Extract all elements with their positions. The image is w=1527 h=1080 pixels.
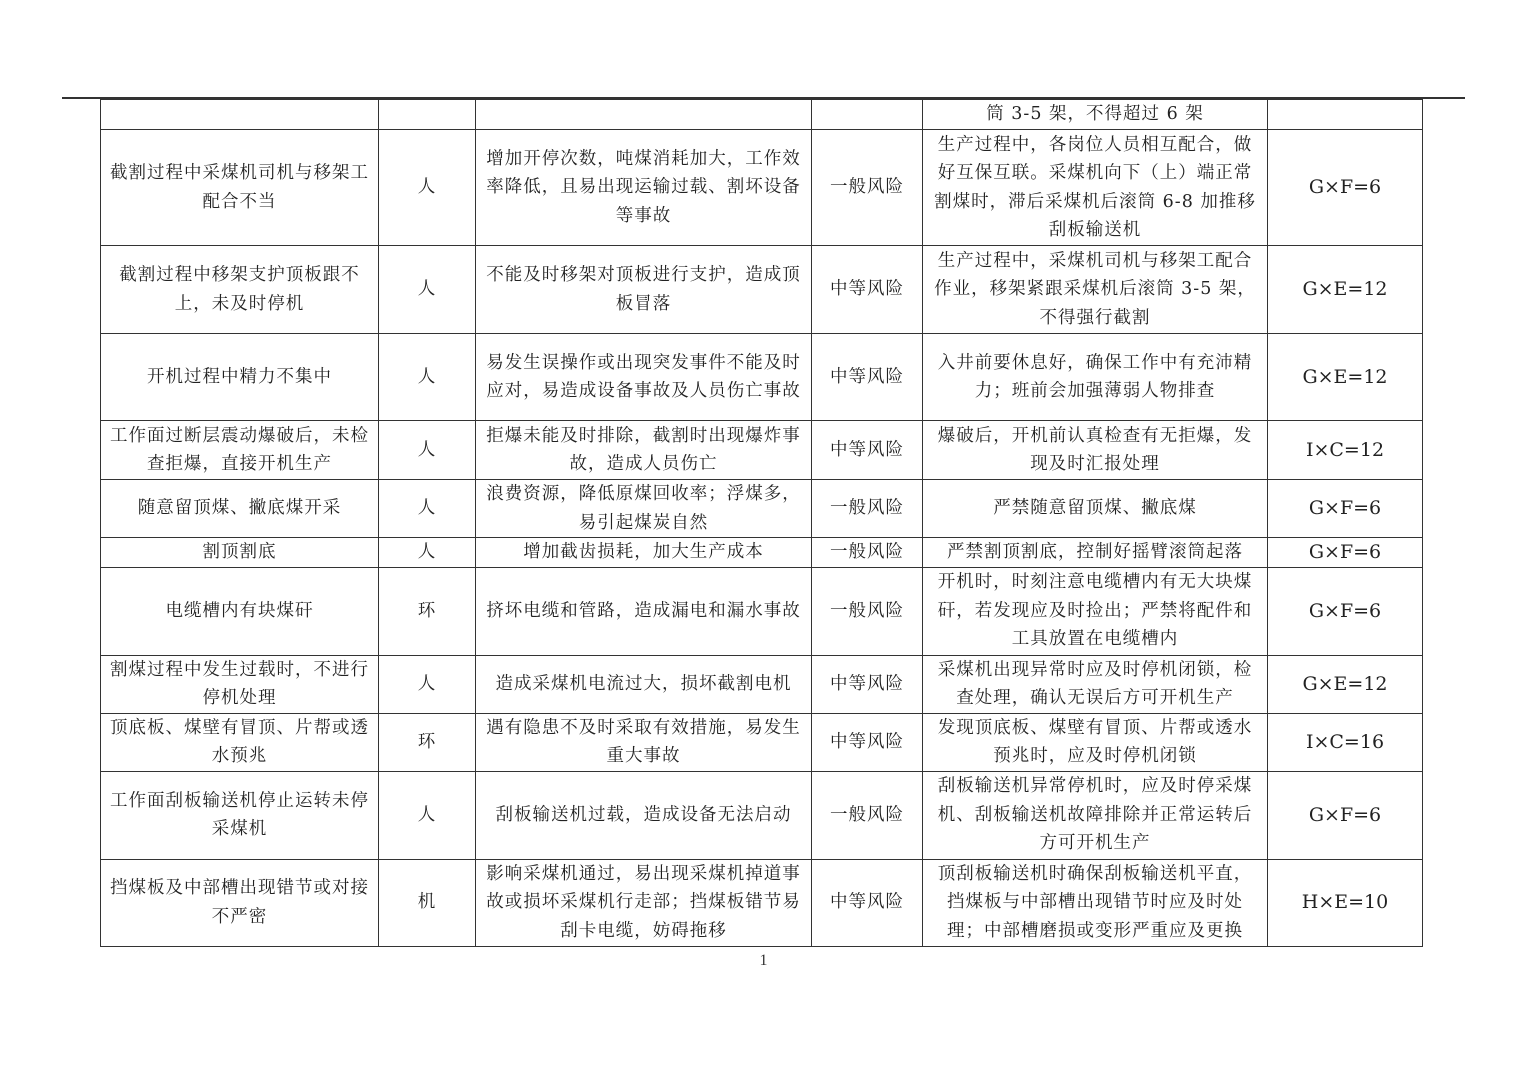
rating-cell: G×F=6 [1268,480,1423,538]
rating-cell: G×F=6 [1268,771,1423,859]
table-row [101,859,1423,946]
measure-cell: 入井前要休息好，确保工作中有充沛精力；班前会加强薄弱人物排查 [923,334,1268,421]
measure-cell: 采煤机出现异常时应及时停机闭锁，检查处理，确认无误后方可开机生产 [923,655,1268,713]
page-number: 1 [759,952,768,969]
type-cell [379,100,476,130]
hazard-cell: 割顶割底 [101,538,379,568]
measure-cell: 刮板输送机异常停机时，应及时停采煤机、刮板输送机故障排除并正常运转后方可开机生产 [923,771,1268,859]
hazard-cell: 截割过程中移架支护顶板跟不上，未及时停机 [101,246,379,334]
rating-cell: G×E=12 [1268,655,1423,713]
type-cell: 人 [379,538,476,568]
type-cell: 人 [379,334,476,421]
risk-level-cell: 一般风险 [812,771,923,859]
type-cell: 人 [379,246,476,334]
rating-cell [1268,100,1423,130]
hazard-cell: 顶底板、煤壁有冒顶、片帮或透水预兆 [101,713,379,771]
hazard-cell: 随意留顶煤、撇底煤开采 [101,480,379,538]
consequence-cell: 挤坏电缆和管路，造成漏电和漏水事故 [476,567,812,655]
rating-cell: G×F=6 [1268,130,1423,246]
consequence-cell: 增加开停次数，吨煤消耗加大，工作效率降低，且易出现运输过载、割坏设备等事故 [476,130,812,246]
risk-level-cell: 一般风险 [812,480,923,538]
risk-level-cell: 中等风险 [812,246,923,334]
risk-table-body [101,100,1423,947]
table-row [101,655,1423,713]
table-row [101,421,1423,480]
risk-level-cell: 一般风险 [812,130,923,246]
consequence-cell: 遇有隐患不及时采取有效措施，易发生重大事故 [476,713,812,771]
hazard-cell: 电缆槽内有块煤矸 [101,567,379,655]
rating-cell: G×F=6 [1268,567,1423,655]
type-cell: 人 [379,771,476,859]
consequence-cell: 影响采煤机通过，易出现采煤机掉道事故或损坏采煤机行走部；挡煤板错节易刮卡电缆，妨碍拖移 [476,859,812,946]
risk-level-cell: 中等风险 [812,713,923,771]
measure-cell: 筒 3-5 架，不得超过 6 架 [923,100,1268,130]
table-row [101,246,1423,334]
hazard-cell: 割煤过程中发生过载时，不进行停机处理 [101,655,379,713]
rating-cell: G×F=6 [1268,538,1423,568]
rating-cell: G×E=12 [1268,246,1423,334]
type-cell: 环 [379,567,476,655]
hazard-cell: 工作面刮板输送机停止运转未停采煤机 [101,771,379,859]
risk-level-cell: 中等风险 [812,655,923,713]
consequence-cell: 易发生误操作或出现突发事件不能及时应对，易造成设备事故及人员伤亡事故 [476,334,812,421]
table-row [101,130,1423,246]
table-row [101,713,1423,771]
measure-cell: 发现顶底板、煤壁有冒顶、片帮或透水预兆时，应及时停机闭锁 [923,713,1268,771]
measure-cell: 生产过程中，各岗位人员相互配合，做好互保互联。采煤机向下（上）端正常割煤时，滞后采煤机后滚筒 6-8 加推移刮板输送机 [923,130,1268,246]
type-cell: 人 [379,655,476,713]
rating-cell: I×C=16 [1268,713,1423,771]
measure-cell: 严禁随意留顶煤、撇底煤 [923,480,1268,538]
risk-level-cell: 一般风险 [812,567,923,655]
consequence-cell: 造成采煤机电流过大，损坏截割电机 [476,655,812,713]
type-cell: 人 [379,130,476,246]
table-row [101,567,1423,655]
consequence-cell: 刮板输送机过载，造成设备无法启动 [476,771,812,859]
risk-level-cell: 中等风险 [812,334,923,421]
type-cell: 环 [379,713,476,771]
table-row [101,100,1423,130]
consequence-cell: 增加截齿损耗，加大生产成本 [476,538,812,568]
risk-level-cell: 一般风险 [812,538,923,568]
measure-cell: 顶刮板输送机时确保刮板输送机平直，挡煤板与中部槽出现错节时应及时处理；中部槽磨损或变形严重应及更换 [923,859,1268,946]
measure-cell: 严禁割顶割底，控制好摇臂滚筒起落 [923,538,1268,568]
risk-level-cell: 中等风险 [812,421,923,480]
table-row [101,771,1423,859]
hazard-cell: 截割过程中采煤机司机与移架工配合不当 [101,130,379,246]
table-row [101,334,1423,421]
consequence-cell [476,100,812,130]
rating-cell: H×E=10 [1268,859,1423,946]
consequence-cell: 不能及时移架对顶板进行支护，造成顶板冒落 [476,246,812,334]
table-row [101,480,1423,538]
measure-cell: 爆破后，开机前认真检查有无拒爆，发现及时汇报处理 [923,421,1268,480]
consequence-cell: 浪费资源，降低原煤回收率；浮煤多，易引起煤炭自然 [476,480,812,538]
rating-cell: G×E=12 [1268,334,1423,421]
consequence-cell: 拒爆未能及时排除，截割时出现爆炸事故，造成人员伤亡 [476,421,812,480]
type-cell: 人 [379,480,476,538]
measure-cell: 生产过程中，采煤机司机与移架工配合作业，移架紧跟采煤机后滚筒 3-5 架，不得强行截割 [923,246,1268,334]
table-row [101,538,1423,568]
type-cell: 人 [379,421,476,480]
hazard-cell: 开机过程中精力不集中 [101,334,379,421]
risk-level-cell: 中等风险 [812,859,923,946]
measure-cell: 开机时，时刻注意电缆槽内有无大块煤矸，若发现应及时捡出；严禁将配件和工具放置在电缆槽内 [923,567,1268,655]
hazard-cell: 工作面过断层震动爆破后，未检查拒爆，直接开机生产 [101,421,379,480]
risk-level-cell [812,100,923,130]
hazard-cell: 挡煤板及中部槽出现错节或对接不严密 [101,859,379,946]
rating-cell: I×C=12 [1268,421,1423,480]
risk-table [100,99,1423,947]
type-cell: 机 [379,859,476,946]
hazard-cell [101,100,379,130]
